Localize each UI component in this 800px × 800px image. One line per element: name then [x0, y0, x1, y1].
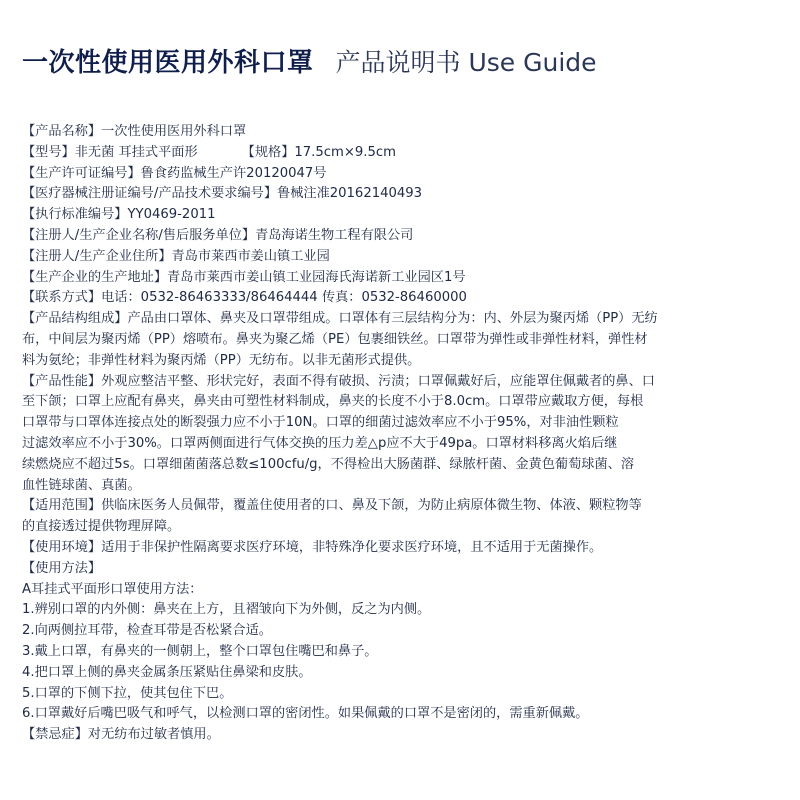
line-contraindication: 【禁忌症】对无纺布过敏者慎用。	[22, 727, 220, 743]
line-usage-step-2: 2.向两侧拉耳带，检查耳带是否松紧合适。	[22, 623, 272, 639]
line-usage-heading: 【使用方法】	[22, 560, 102, 576]
line-usage-step-6: 6.口罩戴好后嘴巴吸气和呼气，以检测口罩的密闭性。如果佩戴的口罩不是密闭的，需重新佩戴。	[22, 706, 589, 722]
line-scope-1: 【适用范围】供临床医务人员佩带，覆盖住使用者的口、鼻及下颌，为防止病原体微生物、体液、颗粒物等	[22, 498, 642, 514]
line-environment: 【使用环境】适用于非保护性隔离要求医疗环境，非特殊净化要求医疗环境，且不适用于无菌操作。	[22, 539, 603, 555]
line-performance-5: 续燃烧应不超过5s。口罩细菌菌落总数≤100cfu/g，不得检出大肠菌群、绿脓杆菌、金黄色葡萄球菌、溶	[22, 456, 635, 472]
line-performance-4: 过滤效率应不小于30%。口罩两侧面进行气体交换的压力差△p应不大于49pa。口罩材料移离火焰后继	[22, 435, 618, 451]
line-usage-intro: A耳挂式平面形口罩使用方法：	[22, 581, 203, 597]
line-model-spec	[22, 143, 780, 164]
line-contact: 【联系方式】电话：0532-86463333/86464444 传真：0532-86460000	[22, 290, 467, 306]
product-title: 一次性使用医用外科口罩	[22, 48, 314, 78]
line-usage-step-3: 3.戴上口罩，有鼻夹的一侧朝上，整个口罩包住嘴巴和鼻子。	[22, 643, 378, 659]
spec-text: 【规格】17.5cm×9.5cm	[241, 144, 396, 160]
line-product-name: 【产品名称】一次性使用医用外科口罩	[22, 124, 247, 139]
line-performance-6: 血性链球菌、真菌。	[22, 477, 141, 493]
line-performance-1: 【产品性能】外观应整洁平整、形状完好，表面不得有破损、污渍；口罩佩戴好后，应能罩住佩戴者的鼻、口	[22, 373, 655, 389]
line-registration: 【医疗器械注册证编号/产品技术要求编号】鲁械注准20162140493	[22, 186, 423, 202]
line-usage-step-4: 4.把口罩上侧的鼻夹金属条压紧贴住鼻梁和皮肤。	[22, 664, 312, 680]
line-standard: 【执行标准编号】YY0469-2011	[22, 207, 216, 223]
line-structure-2: 布，中间层为聚丙烯（PP）熔喷布。鼻夹为聚乙烯（PE）包裹细铁丝。口罩带为弹性或非弹性材料，弹性材	[22, 331, 648, 347]
guide-subtitle: 产品说明书 Use Guide	[335, 48, 597, 77]
line-registrant-address: 【注册人/生产企业住所】青岛市莱西市姜山镇工业园	[22, 248, 330, 264]
line-performance-3: 口罩带与口罩体连接点处的断裂强力应不小于10N。口罩的细菌过滤效率应不小于95%，对非油性颗粒	[22, 415, 619, 431]
line-usage-step-5: 5.口罩的下侧下拉，使其包住下巴。	[22, 685, 233, 701]
header	[22, 42, 597, 79]
instruction-body	[22, 122, 780, 746]
line-production-address: 【生产企业的生产地址】青岛市莱西市姜山镇工业园海氏海诺新工业园区1号	[22, 269, 466, 285]
line-registrant: 【注册人/生产企业名称/售后服务单位】青岛海诺生物工程有限公司	[22, 227, 414, 243]
line-structure-3: 料为氨纶；非弹性材料为聚丙烯（PP）无纺布。以非无菌形式提供。	[22, 352, 421, 368]
model-text: 【型号】非无菌 耳挂式平面形	[22, 144, 198, 160]
line-performance-2: 至下颌；口罩上应配有鼻夹，鼻夹由可塑性材料制成，鼻夹的长度不小于8.0cm。口罩带应戴取方便，每根	[22, 394, 644, 410]
line-usage-step-1: 1.辨别口罩的内外侧：鼻夹在上方，且褶皱向下为外侧，反之为内侧。	[22, 602, 431, 618]
line-scope-2: 的直接透过提供物理屏障。	[22, 519, 181, 535]
line-structure-1: 【产品结构组成】产品由口罩体、鼻夹及口罩带组成。口罩体有三层结构分为：内、外层为聚丙烯（PP）无纺	[22, 311, 658, 327]
line-license: 【生产许可证编号】鲁食药监械生产许20120047号	[22, 165, 327, 181]
